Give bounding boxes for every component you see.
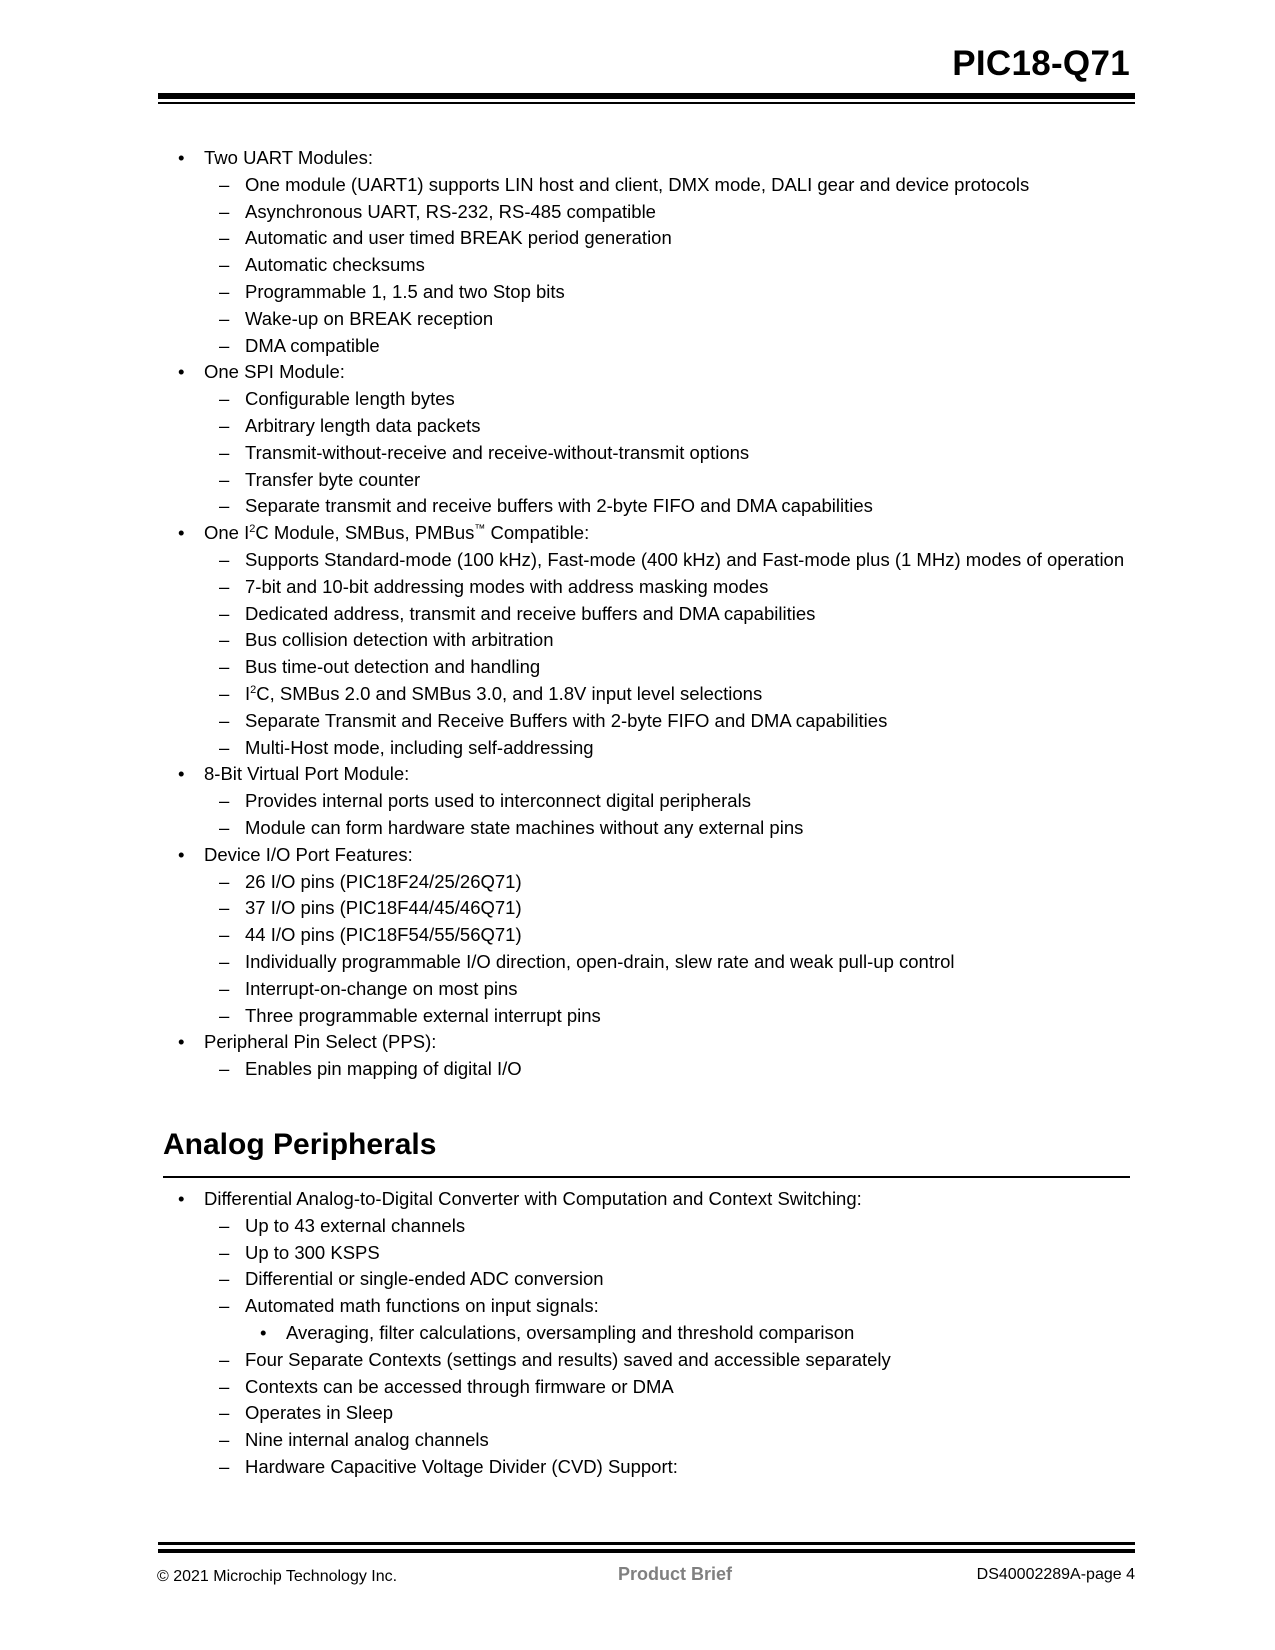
list-item: Differential or single-ended ADC conversion [245, 1268, 604, 1290]
bullet-marker: • [178, 1188, 185, 1209]
list-item: Peripheral Pin Select (PPS): [204, 1031, 437, 1053]
list-item: Four Separate Contexts (settings and results) saved and accessible separately [245, 1348, 891, 1370]
list-item: Interrupt-on-change on most pins [245, 977, 518, 999]
dash-marker: – [219, 1058, 230, 1080]
list-item: 26 I/O pins (PIC18F24/25/26Q71) [245, 870, 522, 892]
dash-marker: – [219, 790, 230, 812]
list-item: Enables pin mapping of digital I/O [245, 1058, 522, 1080]
list-item: Module can form hardware state machines without any external pins [245, 817, 804, 838]
dash-marker: – [219, 817, 230, 838]
dash-marker: – [219, 1214, 230, 1236]
dash-marker: – [219, 1375, 230, 1397]
dash-marker: – [219, 307, 230, 329]
list-item: Averaging, filter calculations, oversampling and threshold comparison [286, 1322, 855, 1343]
dash-marker: – [219, 897, 230, 919]
dash-marker: – [219, 388, 230, 410]
header-rule-thin [158, 102, 1135, 104]
list-item: Separate transmit and receive buffers with 2-byte FIFO and DMA capabilities [245, 495, 873, 517]
list-item: Up to 43 external channels [245, 1214, 466, 1236]
list-item: Hardware Capacitive Voltage Divider (CVD) Support: [245, 1456, 678, 1477]
dash-marker: – [219, 495, 230, 517]
document-title: PIC18-Q71 [952, 44, 1130, 83]
dash-marker: – [219, 1456, 230, 1477]
dash-marker: – [219, 441, 230, 463]
dash-marker: – [219, 736, 230, 758]
list-item: One module (UART1) supports LIN host and client, DMX mode, DALI gear and device protocols [245, 173, 1030, 195]
list-item: Separate Transmit and Receive Buffers with 2-byte FIFO and DMA capabilities [245, 709, 888, 731]
list-item: One SPI Module: [204, 361, 345, 383]
list-item: Differential Analog-to-Digital Converter with Computation and Context Switching: [204, 1188, 862, 1209]
list-item: Automatic and user timed BREAK period generation [245, 227, 672, 249]
doc-type-label: Product Brief [618, 1564, 733, 1584]
list-item: Transfer byte counter [245, 468, 421, 490]
list-item: Device I/O Port Features: [204, 843, 413, 865]
dash-marker: – [219, 1004, 230, 1026]
bullet-marker: • [178, 361, 185, 383]
dash-marker: – [219, 575, 230, 597]
list-item: DMA compatible [245, 334, 380, 356]
list-item: Configurable length bytes [245, 388, 455, 410]
bullet-marker: • [178, 1031, 185, 1053]
dash-marker: – [219, 200, 230, 222]
list-item: Programmable 1, 1.5 and two Stop bits [245, 281, 565, 302]
dash-marker: – [219, 227, 230, 249]
dash-marker: – [219, 1295, 230, 1317]
list-item: Three programmable external interrupt pins [245, 1004, 601, 1026]
list-item: Up to 300 KSPS [245, 1241, 380, 1263]
bullet-marker: • [178, 522, 185, 544]
list-item: Individually programmable I/O direction, open-drain, slew rate and weak pull-up control [245, 951, 955, 972]
list-item: Asynchronous UART, RS-232, RS-485 compatible [245, 200, 656, 222]
copyright-text: © 2021 Microchip Technology Inc. [157, 1568, 398, 1585]
dash-marker: – [219, 1402, 230, 1424]
list-item: Automated math functions on input signals: [245, 1295, 599, 1317]
list-item: Dedicated address, transmit and receive buffers and DMA capabilities [245, 602, 816, 624]
bullet-marker: • [178, 147, 185, 168]
list-item: Nine internal analog channels [245, 1429, 489, 1451]
dash-marker: – [219, 468, 230, 490]
list-item: Bus time-out detection and handling [245, 656, 541, 678]
section-rule [163, 1176, 1130, 1178]
dash-marker: – [219, 549, 230, 570]
dash-marker: – [219, 415, 230, 436]
list-item: Automatic checksums [245, 254, 425, 276]
dash-marker: – [219, 656, 230, 678]
list-item: Multi-Host mode, including self-addressing [245, 736, 594, 758]
header-rule-thick [158, 93, 1135, 99]
dash-marker: – [219, 1268, 230, 1290]
list-item: 44 I/O pins (PIC18F54/55/56Q71) [245, 924, 522, 946]
list-item: Transmit-without-receive and receive-without-transmit options [245, 441, 750, 463]
bullet-marker: • [260, 1322, 267, 1343]
dash-marker: – [219, 709, 230, 731]
list-item: Wake-up on BREAK reception [245, 307, 494, 329]
dash-marker: – [219, 870, 230, 892]
bullet-marker: • [178, 763, 185, 785]
list-item: Bus collision detection with arbitration [245, 629, 554, 651]
list-item: Supports Standard-mode (100 kHz), Fast-mode (400 kHz) and Fast-mode plus (1 MHz) modes of operation [245, 549, 1125, 570]
list-item: One $I^2C$ Module, SMBus, PMBus™ Compatible: [204, 522, 590, 544]
list-item: 37 I/O pins (PIC18F44/45/46Q71) [245, 897, 522, 919]
list-item: 7-bit and 10-bit addressing modes with address masking modes [245, 575, 769, 597]
list-item: Two UART Modules: [204, 147, 373, 168]
list-item: Contexts can be accessed through firmware or DMA [245, 1375, 674, 1397]
dash-marker: – [219, 924, 230, 946]
list-item: $I^2C$, SMBus 2.0 and SMBus 3.0, and 1.8V input level selections [245, 683, 763, 704]
dash-marker: – [219, 602, 230, 624]
dash-marker: – [219, 1241, 230, 1263]
footer-rule-thin [158, 1549, 1135, 1553]
dash-marker: – [219, 334, 230, 356]
list-item: 8-Bit Virtual Port Module: [204, 763, 410, 785]
section-heading-analog: Analog Peripherals [163, 1128, 437, 1161]
dash-marker: – [219, 254, 230, 276]
dash-marker: – [219, 173, 230, 195]
list-item: Provides internal ports used to interconnect digital peripherals [245, 790, 751, 812]
list-item: Arbitrary length data packets [245, 415, 481, 436]
dash-marker: – [219, 977, 230, 999]
dash-marker: – [219, 951, 230, 972]
list-item: Operates in Sleep [245, 1402, 394, 1424]
dash-marker: – [219, 629, 230, 651]
page-reference: DS40002289A-page 4 [976, 1566, 1135, 1583]
dash-marker: – [219, 1348, 230, 1370]
dash-marker: – [219, 683, 230, 704]
bullet-marker: • [178, 843, 185, 865]
dash-marker: – [219, 1429, 230, 1451]
footer-rule-thick [158, 1542, 1135, 1545]
dash-marker: – [219, 281, 230, 302]
